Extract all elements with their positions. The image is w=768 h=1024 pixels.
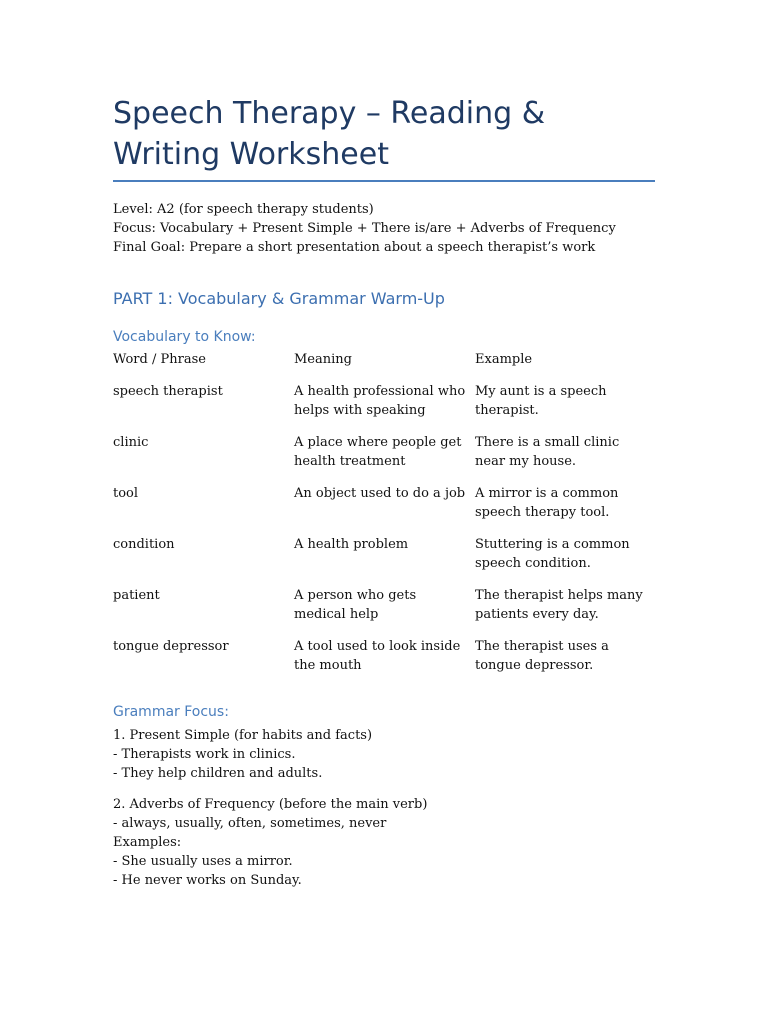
vocab-meaning: A tool used to look inside the mouth bbox=[294, 639, 461, 673]
vocab-example: Stuttering is a common speech condition. bbox=[475, 537, 630, 571]
block-spacer bbox=[113, 783, 427, 795]
vocab-word: tongue depressor bbox=[113, 639, 229, 654]
vocab-word: condition bbox=[113, 537, 175, 552]
table-row bbox=[113, 433, 658, 484]
vocab-meaning: A person who gets medical help bbox=[294, 588, 417, 622]
table-row bbox=[113, 382, 658, 433]
vocab-meaning: A health professional who helps with speaking bbox=[294, 384, 466, 418]
meta-level: Level: A2 (for speech therapy students) bbox=[113, 202, 374, 217]
vocab-word: clinic bbox=[113, 435, 149, 450]
grammar-line: 2. Adverbs of Frequency (before the main verb) bbox=[113, 797, 428, 812]
vocab-meaning: An object used to do a job bbox=[294, 486, 466, 501]
part1-heading: PART 1: Vocabulary & Grammar Warm-Up bbox=[113, 289, 445, 308]
grammar-line: Examples: bbox=[113, 835, 182, 850]
grammar-line: - Therapists work in clinics. bbox=[113, 747, 296, 762]
grammar-block-adverbs bbox=[113, 795, 427, 890]
vocab-word: patient bbox=[113, 588, 160, 603]
vocab-example: A mirror is a common speech therapy tool. bbox=[475, 486, 619, 520]
vocab-meaning: A health problem bbox=[294, 537, 409, 552]
vocab-example: My aunt is a speech therapist. bbox=[475, 384, 607, 418]
vocab-meaning: A place where people get health treatment bbox=[294, 435, 462, 469]
meta-final-goal: Final Goal: Prepare a short presentation about a speech therapist’s work bbox=[113, 240, 596, 255]
vocab-word: speech therapist bbox=[113, 384, 223, 399]
grammar-block-present-simple bbox=[113, 726, 427, 783]
vocab-word: tool bbox=[113, 486, 139, 501]
table-row bbox=[113, 586, 658, 637]
vocab-example: The therapist helps many patients every day. bbox=[475, 588, 643, 622]
table-row bbox=[113, 535, 658, 586]
grammar-focus bbox=[113, 726, 427, 890]
column-header-example: Example bbox=[475, 352, 533, 367]
column-header-meaning: Meaning bbox=[294, 352, 352, 367]
column-header-word: Word / Phrase bbox=[113, 352, 206, 367]
vocab-example: The therapist uses a tongue depressor. bbox=[475, 639, 609, 673]
grammar-line: - They help children and adults. bbox=[113, 766, 323, 781]
grammar-line: - She usually uses a mirror. bbox=[113, 854, 293, 869]
vocab-table-header bbox=[113, 350, 658, 382]
title-underline bbox=[113, 180, 655, 182]
vocab-example: There is a small clinic near my house. bbox=[475, 435, 620, 469]
grammar-line: 1. Present Simple (for habits and facts) bbox=[113, 728, 373, 743]
document-title: Speech Therapy – Reading & Writing Worksheet bbox=[113, 96, 546, 172]
vocab-heading: Vocabulary to Know: bbox=[113, 329, 256, 345]
grammar-line: - He never works on Sunday. bbox=[113, 873, 302, 888]
vocab-table bbox=[113, 350, 658, 688]
grammar-heading: Grammar Focus: bbox=[113, 704, 229, 720]
table-row bbox=[113, 484, 658, 535]
table-row bbox=[113, 637, 658, 688]
grammar-line: - always, usually, often, sometimes, never bbox=[113, 816, 387, 831]
meta-focus: Focus: Vocabulary + Present Simple + There is/are + Adverbs of Frequency bbox=[113, 221, 616, 236]
worksheet-meta bbox=[113, 200, 616, 257]
